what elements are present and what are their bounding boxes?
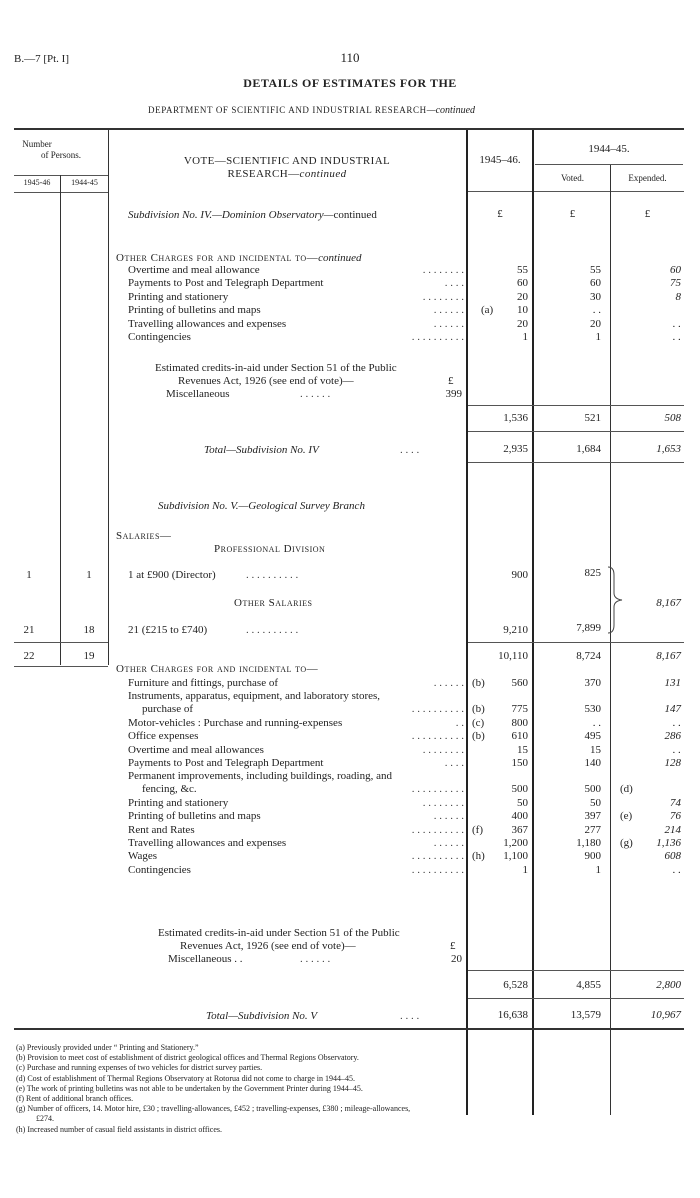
sub4-credits-pound: £ — [448, 375, 454, 387]
sub4-total-est: 2,935 — [503, 443, 528, 455]
sub4-item-voted: 1 — [595, 331, 601, 343]
footnote: (a) Previously provided under “ Printing and Stationery.” — [16, 1043, 199, 1052]
sub5-credits-line2: Revenues Act, 1926 (see end of vote)— — [180, 940, 356, 952]
sub5-item-exp: 608 — [664, 850, 681, 863]
sub5-item-voted: 1 — [595, 863, 601, 876]
sub5-total-p1: 22 — [23, 650, 35, 662]
sub4-heading — [128, 209, 377, 222]
sub5-salaries-total-voted: 8,724 — [576, 650, 601, 662]
sub4-item-label: Printing of bulletins and maps — [128, 304, 261, 316]
sub5-item-exp: . . — [672, 863, 681, 876]
year-subrule — [535, 164, 683, 165]
sub4-item-dots: . . . . . . . . — [422, 264, 464, 276]
footnote: (c) Purchase and running expenses of two vehicles for district survey parties. — [16, 1063, 263, 1073]
sub4-item-label: Contingencies — [128, 331, 191, 343]
sub5-item-note: (c) — [472, 716, 485, 729]
sub5-item-label: Overtime and meal allowances — [128, 743, 264, 756]
sub5-item-voted: 900 — [584, 850, 601, 863]
sub5-item-label: Printing and stationery — [128, 796, 229, 809]
sub4-credits-dots: . . . . . . — [300, 388, 331, 400]
sub5-total-voted: 13,579 — [570, 1009, 601, 1021]
currency-expended: £ — [644, 208, 651, 220]
sub5-row2-p2: 18 — [83, 624, 95, 636]
sub5-item-est: 775 — [511, 703, 528, 716]
sub5-item-label: Furniture and fittings, purchase of — [128, 677, 278, 689]
sub4-subtotal-rule — [468, 405, 684, 406]
sub5-item-est: 500 — [511, 783, 528, 796]
sub5-row1-p1: 1 — [26, 569, 32, 581]
sub5-credits-dots: . . . . . . — [300, 953, 331, 965]
sub5-row1-est: 900 — [511, 569, 528, 581]
footnote: (e) The work of printing bulletins was not able to be undertaken by the Government Printer during 1944–45. — [16, 1083, 363, 1093]
sub5-item-exp: 1,136 — [656, 837, 681, 849]
sub5-item-est: 1,100 — [503, 850, 528, 863]
sub5-item-est: 400 — [511, 810, 528, 823]
sub5-item-dots: . . . . . . . . — [422, 743, 464, 756]
sub5-row2-voted: 7,899 — [576, 622, 601, 634]
sub5-salaries-total-exp: 8,167 — [656, 650, 681, 662]
sub4-item-voted: 55 — [590, 264, 601, 276]
sub5-item-label: Travelling allowances and expenses — [128, 837, 287, 849]
footnote: £274. — [36, 1114, 54, 1124]
sub4-total-dots: . . . . — [400, 444, 420, 456]
sub5-item-est: 800 — [511, 716, 528, 729]
sub4-heading-continued: continued — [333, 209, 377, 221]
persons-subrule — [14, 175, 108, 176]
sub5-item-note: (h) — [472, 850, 485, 863]
sub4-item-voted: 60 — [590, 277, 601, 289]
sub5-credits-misc: Miscellaneous . . — [168, 953, 243, 965]
sub5-item-label: Office expenses — [128, 730, 199, 743]
sub4-item-est: 20 — [517, 291, 528, 303]
currency-voted: £ — [569, 208, 576, 220]
voted-right-divider — [610, 165, 611, 1115]
footnote: (d) Cost of establishment of Thermal Regions Observatory at Rotorua did not come to charge in 1944–45. — [16, 1073, 355, 1083]
sub5-item-label: Instruments, apparatus, equipment, and laboratory stores, — [128, 690, 381, 703]
vote-title-line2 — [112, 168, 462, 181]
sub5-subtotal-voted: 4,855 — [576, 979, 601, 991]
persons-year-a: 1945-46 — [23, 178, 51, 187]
sub4-item-exp: . . — [672, 331, 681, 343]
sub5-item-est: 610 — [511, 730, 528, 743]
page-ref: B.—7 [Pt. I] — [14, 53, 69, 65]
sub5-item-note: (b) — [472, 677, 485, 689]
sub5-other-charges: Other Charges for and incidental to— — [116, 663, 319, 675]
persons-bottom-rule — [14, 666, 108, 667]
sub5-total-dots: . . . . — [400, 1010, 420, 1022]
sub5-row1-p2: 1 — [86, 569, 92, 581]
sub5-item-est: 15 — [517, 743, 528, 756]
sub4-total-rule — [468, 431, 684, 432]
sub5-total-label: Total—Subdivision No. V — [206, 1010, 318, 1022]
sub5-item-dots: . . . . . . . . . . — [411, 863, 464, 876]
sub5-item-voted: . . — [592, 716, 601, 729]
sub5-item-exp: . . — [672, 716, 681, 729]
sub5-item-voted: 495 — [584, 730, 601, 743]
department-name: DEPARTMENT OF SCIENTIFIC AND INDUSTRIAL RESEARCH — [148, 105, 427, 115]
sub5-total-p2: 19 — [83, 650, 95, 662]
sub5-item-dots: . . . . . . — [433, 837, 464, 849]
sub4-item-est: 1 — [522, 331, 528, 343]
sub5-row1-dots: . . . . . . . . . . — [246, 569, 299, 581]
sub4-total-bottom-rule — [468, 462, 684, 463]
sub4-item-label: Printing and stationery — [128, 291, 229, 303]
sub5-item-est: 1 — [522, 863, 528, 876]
sub5-credits-pound: £ — [450, 940, 456, 952]
sub4-item-voted: 30 — [590, 291, 601, 303]
sub5-salaries: Salaries— — [116, 530, 172, 542]
sub5-item-exp-note: (d) — [620, 783, 633, 796]
sub5-item-dots: . . — [455, 716, 464, 729]
sub5-item-dots: . . . . . . — [433, 810, 464, 823]
sub4-item-dots: . . . . . . . . — [422, 291, 464, 303]
sub5-item-dots: . . . . . . . . . . — [411, 730, 464, 743]
footnote: (g) Number of officers, 14. Motor hire, £30 ; travelling-allowances, £452 ; travelling-expenses, £380 ; mileage-allowances, — [16, 1104, 411, 1114]
persons-label-1: Number — [22, 139, 52, 149]
sub5-total-est: 16,638 — [497, 1009, 528, 1021]
sub4-item-label: Travelling allowances and expenses — [128, 318, 287, 330]
sub5-heading: Subdivision No. V.—Geological Survey Branch — [158, 500, 365, 512]
sub4-item-voted: 20 — [590, 318, 601, 330]
salaries-brace-icon — [606, 565, 626, 635]
sub5-item-label: Rent and Rates — [128, 823, 195, 836]
sub5-row1-label: 1 at £900 (Director) — [128, 569, 216, 581]
col-voted: Voted. — [560, 173, 585, 183]
sub5-row2-p1: 21 — [23, 624, 35, 636]
sub4-item-label: Overtime and meal allowance — [128, 264, 260, 276]
sub4-item-label: Payments to Post and Telegraph Department — [128, 277, 324, 289]
sub4-item-exp: 8 — [675, 291, 681, 303]
sub4-total-voted: 1,684 — [576, 443, 601, 455]
sub5-salaries-exp: 8,167 — [656, 597, 681, 609]
sub5-item-label: Payments to Post and Telegraph Department — [128, 757, 324, 769]
sub4-other-charges-text: Other Charges for and incidental to— — [116, 252, 319, 264]
sub4-item-dots: . . . . . . . . . . — [411, 331, 464, 343]
persons-divider — [60, 175, 61, 665]
sub5-item-est: 50 — [517, 796, 528, 809]
sub4-item-dots: . . . . . . — [433, 304, 464, 316]
sub4-credits-line2: Revenues Act, 1926 (see end of vote)— — [178, 375, 354, 387]
sub5-item-exp: 131 — [664, 677, 681, 689]
persons-year-b: 1944-45 — [71, 178, 98, 187]
sub5-item-voted: 50 — [590, 796, 601, 809]
sub5-professional-division: Professional Division — [214, 543, 326, 555]
sub5-item-label: Permanent improvements, including buildings, roading, and — [128, 770, 392, 783]
sub5-item-dots: . . . . . . . . . . — [411, 783, 464, 796]
sub5-item-voted: 277 — [584, 823, 601, 836]
sub5-item-dots: . . . . . . . . . . — [411, 850, 464, 863]
sub5-row2-label: 21 (£215 to £740) — [128, 624, 208, 636]
sub4-item-dots: . . . . — [444, 277, 464, 289]
vote-title-continued: continued — [299, 168, 347, 180]
sub5-item-exp: 286 — [664, 730, 681, 743]
department-continued: —continued — [426, 105, 476, 116]
sub5-item-note: (b) — [472, 703, 485, 716]
sub4-item-exp: 75 — [670, 277, 681, 289]
estimate-right-divider — [532, 130, 534, 1115]
sub4-item-est: 10 — [517, 304, 528, 316]
sub5-item-est: 150 — [511, 757, 528, 769]
table-bottom-rule — [14, 1028, 684, 1030]
sub4-item-note: (a) — [481, 304, 494, 316]
sub4-item-est: 20 — [517, 318, 528, 330]
sub5-subtotal-exp: 2,800 — [656, 979, 681, 991]
sub5-item-label: Contingencies — [128, 863, 191, 876]
sub5-item-voted: 140 — [584, 757, 601, 769]
sub5-item-exp-note: (e) — [620, 810, 633, 823]
sub5-item-dots: . . . . . . . . . . — [411, 823, 464, 836]
sub5-row2-est: 9,210 — [503, 624, 528, 636]
sub5-salaries-total-rule — [468, 642, 684, 643]
sub5-row2-dots: . . . . . . . . . . — [246, 624, 299, 636]
sub4-credits-line1: Estimated credits-in-aid under Section 51 of the Public — [155, 362, 397, 374]
sub5-subtotal-est: 6,528 — [503, 979, 528, 991]
sub5-item-dots: . . . . — [444, 757, 464, 769]
persons-header-bottom — [14, 192, 108, 193]
sub4-item-dots: . . . . . . — [433, 318, 464, 330]
sub5-row1-voted: 825 — [584, 567, 601, 579]
persons-total-rule — [14, 642, 108, 643]
sub5-item-dots: . . . . . . — [433, 677, 464, 689]
sub5-item-label: Wages — [128, 850, 158, 863]
table-top-rule — [14, 128, 684, 130]
sub5-item-exp: 76 — [670, 810, 681, 823]
amounts-header-bottom — [468, 191, 684, 192]
sub4-subtotal-exp: 508 — [664, 412, 681, 424]
sub5-item-voted: 370 — [584, 677, 601, 689]
sub5-item-est: 560 — [511, 677, 528, 689]
sub5-other-salaries: Other Salaries — [234, 597, 313, 609]
sub4-credits-amount: 399 — [445, 388, 462, 400]
sub4-item-exp: 60 — [670, 264, 681, 276]
department-heading — [148, 104, 475, 117]
sub5-item-dots: . . . . . . . . . . — [411, 703, 464, 716]
sub5-item-exp: 147 — [664, 703, 681, 716]
sub5-item-voted: 15 — [590, 743, 601, 756]
label-left-divider — [108, 130, 109, 665]
sub5-item-exp: 214 — [664, 823, 681, 836]
vote-title-research: RESEARCH— — [227, 168, 300, 180]
footnote: (b) Provision to meet cost of establishment of district geological offices and Thermal Regions Observatory. — [16, 1053, 359, 1063]
sub5-total-rule — [468, 998, 684, 999]
col-1944-45: 1944–45. — [588, 143, 630, 155]
sub5-credits-amount: 20 — [451, 953, 462, 965]
sub4-item-voted: . . — [592, 304, 601, 316]
col-expended: Expended. — [628, 173, 667, 183]
sub5-salaries-total-est: 10,110 — [498, 650, 528, 662]
sub4-item-est: 60 — [517, 277, 528, 289]
sub4-other-charges-continued: continued — [318, 252, 362, 264]
sub4-item-est: 55 — [517, 264, 528, 276]
vote-title-line1: VOTE—SCIENTIFIC AND INDUSTRIAL — [183, 155, 391, 167]
sub5-item-voted: 530 — [584, 703, 601, 716]
sub5-item-est: 1,200 — [503, 837, 528, 849]
sub4-total-exp: 1,653 — [656, 443, 681, 455]
sub5-item-voted: 500 — [584, 783, 601, 796]
sub5-item-note: (b) — [472, 730, 485, 743]
sub4-item-exp: . . — [672, 318, 681, 330]
footnote: (f) Rent of additional branch offices. — [16, 1094, 134, 1103]
sub5-subtotal-rule — [468, 970, 684, 971]
sub4-credits-misc: Miscellaneous — [166, 388, 230, 400]
sub5-item-label: Printing of bulletins and maps — [128, 810, 261, 823]
persons-label-2: of Persons. — [41, 150, 81, 160]
sub5-item-voted: 1,180 — [576, 837, 601, 849]
sub4-total-label: Total—Subdivision No. IV — [204, 444, 319, 456]
currency-est: £ — [497, 208, 503, 220]
sub5-item-est: 367 — [511, 823, 528, 836]
sub5-item-exp: 74 — [670, 796, 681, 809]
sub5-item-voted: 397 — [584, 810, 601, 823]
sub4-heading-text: Subdivision No. IV.—Dominion Observatory— — [128, 209, 334, 221]
sub5-total-exp: 10,967 — [650, 1009, 681, 1021]
sub5-item-label-cont: fencing, &c. — [142, 783, 197, 796]
sub5-item-dots: . . . . . . . . — [422, 796, 464, 809]
sub5-credits-line1: Estimated credits-in-aid under Section 51 of the Public — [158, 927, 400, 939]
sub5-item-note: (f) — [472, 823, 483, 836]
col-1945-46: 1945–46. — [479, 154, 521, 166]
page-number: 110 — [340, 50, 360, 65]
page-title: DETAILS OF ESTIMATES FOR THE — [243, 76, 457, 90]
sub4-subtotal-voted: 521 — [584, 412, 601, 424]
sub5-item-exp: . . — [672, 743, 681, 756]
sub4-subtotal-est: 1,536 — [503, 412, 528, 424]
sub5-item-label: Motor-vehicles : Purchase and running-expenses — [128, 716, 343, 729]
footnote: (h) Increased number of casual field assistants in district offices. — [16, 1124, 223, 1134]
sub5-item-exp: 128 — [664, 757, 681, 769]
sub5-item-label-cont: purchase of — [142, 703, 194, 716]
sub5-item-exp-note: (g) — [620, 837, 633, 849]
